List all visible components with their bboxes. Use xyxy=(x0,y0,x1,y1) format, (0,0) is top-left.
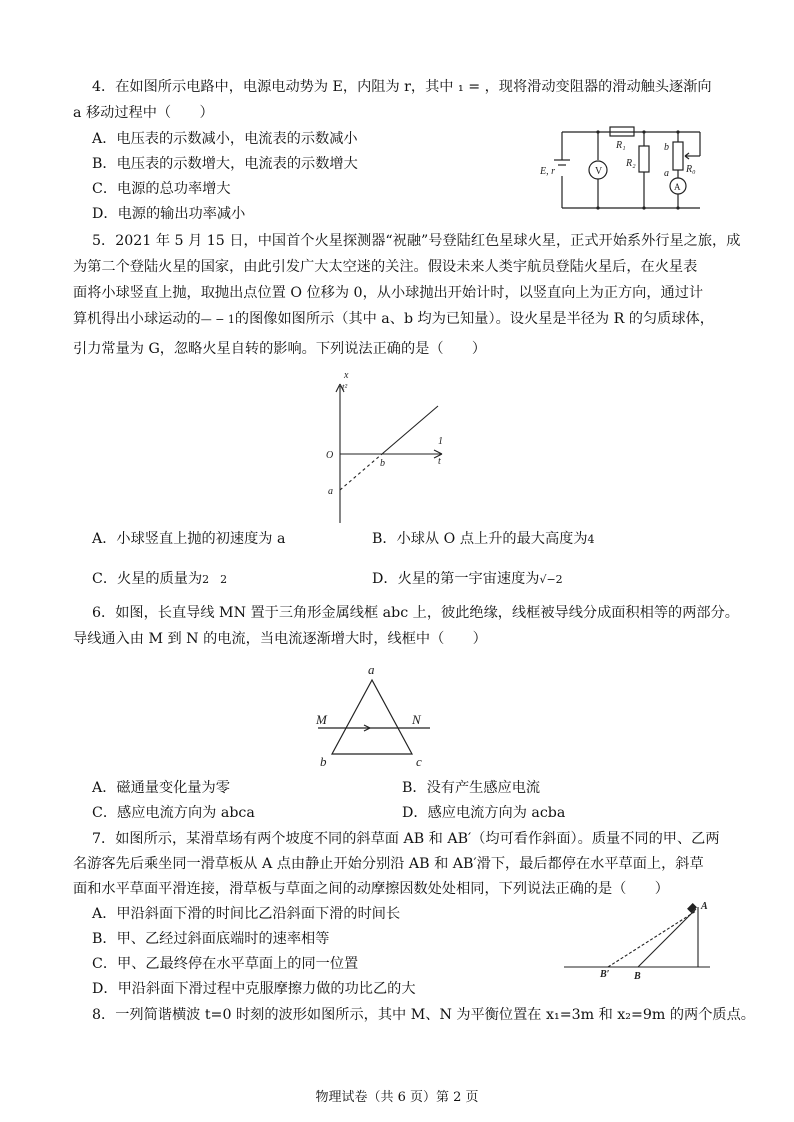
source-label: E, r xyxy=(540,166,555,177)
graph-ylabel-top: x xyxy=(344,370,349,381)
q7-stem-line3: 面和水平草面平滑连接，滑草板与草面之间的动摩擦因数处处相同，下列说法正确的是（ ） xyxy=(73,881,669,897)
q5-option-d-tail: √−2 xyxy=(539,573,563,586)
graph-a-label: a xyxy=(328,486,333,497)
q6-option-a: A．磁通量变化量为零 xyxy=(92,780,230,796)
q8-stem-line1: 8．一列简谐横波 t=0 时刻的波形如图所示，其中 M、N 为平衡位置在 x₁=3m 和 x₂=9m 的两个质点。 xyxy=(92,1007,755,1023)
graph-b-label: b xyxy=(380,458,385,469)
q4-option-c: C．电源的总功率增大 xyxy=(92,181,231,197)
slope-a-label: A xyxy=(701,901,708,912)
graph-origin-label: O xyxy=(326,450,334,461)
q6-stem-line2: 导线通入由 M 到 N 的电流，当电流逐渐增大时，线框中（ ） xyxy=(73,631,487,647)
q6-stem-line1: 6．如图，长直导线 MN 置于三角形金属线框 abc 上，彼此绝缘，线框被导线分成面积相等的两部分。 xyxy=(92,605,739,621)
graph-xlabel-top: 1 xyxy=(438,436,443,447)
wire-m-label: M xyxy=(316,712,327,727)
triangle-c-label: c xyxy=(416,754,422,769)
q4-option-a: A．电压表的示数减小，电流表的示数减小 xyxy=(92,131,358,147)
q7-stem-line2: 名游客先后乘坐同一滑草板从 A 点由静止开始分别沿 AB 和 AB′滑下，最后都停在水平草面上，斜草 xyxy=(73,856,704,872)
voltmeter-label: V xyxy=(595,166,603,177)
point-a-label: a xyxy=(664,168,669,179)
r1-label: R₁ xyxy=(616,140,626,151)
q5-option-b: B．小球从 O 点上升的最大高度为 xyxy=(372,531,588,547)
q5-stem-line5: 引力常量为 G，忽略火星自转的影响。下列说法正确的是（ ） xyxy=(73,341,487,357)
q5-stem-line4-start: 算机得出小球运动的 xyxy=(73,311,201,327)
q5-graph xyxy=(310,368,460,528)
q7-stem-line1: 7．如图所示，某滑草场有两个坡度不同的斜草面 AB 和 AB′（均可看作斜面）。质量不同的甲、乙两 xyxy=(92,831,720,847)
q5-option-c: C．火星的质量为 xyxy=(92,571,203,587)
q4-option-b: B．电压表的示数增大，电流表的示数增大 xyxy=(92,156,358,172)
q7-option-a: A．甲沿斜面下滑的时间比乙沿斜面下滑的时间长 xyxy=(92,906,401,922)
page-footer: 物理试卷（共 6 页）第 2 页 xyxy=(315,1090,479,1105)
q5-option-d: D．火星的第一宇宙速度为 xyxy=(372,571,540,587)
q4-stem-line2: a 移动过程中（ ） xyxy=(73,105,214,121)
q7-slope-diagram xyxy=(560,895,720,980)
graph-ylabel-bottom: t² xyxy=(342,382,348,392)
q5-option-c-tail: 2 2 xyxy=(202,573,228,586)
graph-xlabel-bottom: t xyxy=(438,456,441,467)
r2-label: R₂ xyxy=(626,158,636,169)
q7-option-d: D．甲沿斜面下滑过程中克服摩擦力做的功比乙的大 xyxy=(92,981,416,997)
q4-option-d: D．电源的输出功率减小 xyxy=(92,206,246,222)
q6-option-b: B．没有产生感应电流 xyxy=(402,780,541,796)
q5-option-a: A．小球竖直上抛的初速度为 a xyxy=(92,531,286,547)
slope-b-label: B xyxy=(634,971,641,980)
r0-label: R₀ xyxy=(686,164,696,175)
q5-stem-fraction: — − 1 xyxy=(200,313,235,326)
q6-option-c: C．感应电流方向为 abca xyxy=(92,805,255,821)
wire-n-label: N xyxy=(412,712,421,727)
q5-stem-line4-end: 的图像如图所示（其中 a、b 均为已知量）。设火星是半径为 R 的匀质球体， xyxy=(234,311,714,327)
q6-triangle-diagram xyxy=(300,660,460,770)
q5-stem-line3: 面将小球竖直上抛，取抛出点位置 O 位移为 0，从小球抛出开始计时，以竖直向上为正方向，通过计 xyxy=(73,285,704,301)
q4-circuit-diagram xyxy=(540,120,720,220)
q7-option-c: C．甲、乙最终停在水平草面上的同一位置 xyxy=(92,956,359,972)
triangle-a-label: a xyxy=(368,662,375,677)
q7-option-b: B．甲、乙经过斜面底端时的速率相等 xyxy=(92,931,330,947)
q4-stem-line1: 4．在如图所示电路中，电源电动势为 E，内阻为 r，其中 ₁ = ，现将滑动变阻器的滑动触头逐渐向 xyxy=(92,79,712,95)
q5-option-b-tail: 4 xyxy=(587,533,595,546)
q5-stem-line1: 5．2021 年 5 月 15 日，中国首个火星探测器“祝融”号登陆红色星球火星，正式开始系外行星之旅，成 xyxy=(92,233,741,249)
point-b-label: b xyxy=(664,142,669,153)
ammeter-label: A xyxy=(674,182,681,192)
q5-stem-line2: 为第二个登陆火星的国家，由此引发广大太空迷的关注。假设未来人类宇航员登陆火星后，在火星表 xyxy=(73,259,698,275)
q6-option-d: D．感应电流方向为 acba xyxy=(402,805,566,821)
slope-bprime-label: B′ xyxy=(600,969,610,980)
triangle-b-label: b xyxy=(320,754,327,769)
